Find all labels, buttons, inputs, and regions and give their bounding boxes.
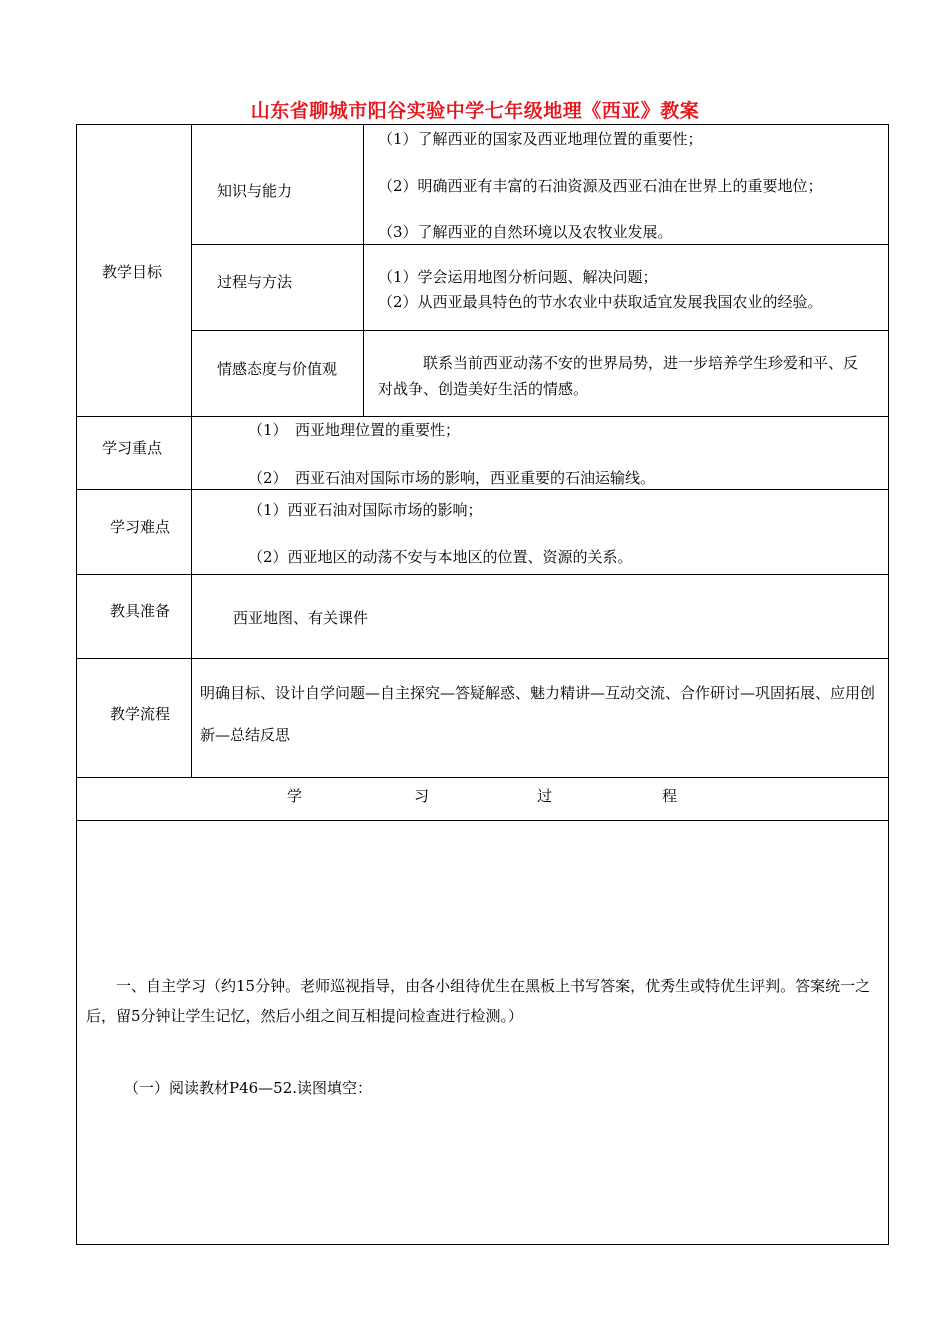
table-border-top [76, 124, 889, 125]
difficult-points-label: 学习难点 [110, 518, 171, 536]
row-divider [76, 489, 889, 490]
row-divider [76, 416, 889, 417]
page-title: 山东省聊城市阳谷实验中学七年级地理《西亚》教案 [250, 100, 700, 122]
knowledge-label: 知识与能力 [217, 182, 293, 200]
process-header-char: 学 [287, 787, 303, 805]
knowledge-item: （2）明确西亚有丰富的石油资源及西亚石油在世界上的重要地位； [378, 177, 823, 195]
row-divider [191, 244, 889, 245]
process-label: 过程与方法 [217, 273, 293, 291]
emotion-label: 情感态度与价值观 [217, 360, 338, 378]
column-divider [191, 124, 192, 778]
row-divider [76, 820, 889, 821]
column-divider [363, 124, 364, 417]
table-border-bottom [76, 1244, 889, 1245]
row-divider [76, 574, 889, 575]
process-item: （2）从西亚最具特色的节水农业中获取适宜发展我国农业的经验。 [378, 293, 823, 311]
materials-text: 西亚地图、有关课件 [233, 609, 369, 627]
key-point-item: （2） 西亚石油对国际市场的影响，西亚重要的石油运输线。 [248, 469, 656, 487]
knowledge-item: （1）了解西亚的国家及西亚地理位置的重要性； [378, 130, 703, 148]
difficult-point-item: （2）西亚地区的动荡不安与本地区的位置、资源的关系。 [248, 548, 633, 566]
row-divider [76, 777, 889, 778]
process-header-char: 过 [537, 787, 553, 805]
process-header-char: 习 [414, 787, 430, 805]
row-divider [191, 330, 889, 331]
reading-task: （一）阅读教材P46—52.读图填空： [124, 1079, 373, 1097]
flow-text: 明确目标、设计自学问题—自主探究—答疑解惑、魅力精讲—互动交流、合作研讨—巩固拓展、应用创新—总结反思 [200, 684, 876, 744]
flow-label: 教学流程 [110, 705, 171, 723]
self-study-paragraph: 一、自主学习（约15分钟。老师巡视指导，由各小组待优生在黑板上书写答案，优秀生或特优生评判。答案统一之后，留5分钟让学生记忆，然后小组之间互相提问检查进行检测。） [86, 977, 871, 1025]
process-header-char: 程 [662, 787, 678, 805]
knowledge-item: （3）了解西亚的自然环境以及农牧业发展。 [378, 223, 673, 241]
objectives-label: 教学目标 [102, 263, 163, 281]
difficult-point-item: （1）西亚石油对国际市场的影响； [248, 501, 483, 519]
emotion-text: 联系当前西亚动荡不安的世界局势，进一步培养学生珍爱和平、反对战争、创造美好生活的情感。 [378, 354, 859, 398]
materials-label: 教具准备 [110, 602, 171, 620]
row-divider [76, 658, 889, 659]
key-point-item: （1） 西亚地理位置的重要性； [248, 421, 461, 439]
process-item: （1）学会运用地图分析问题、解决问题； [378, 268, 658, 286]
table-border-left [76, 124, 77, 1245]
key-points-label: 学习重点 [102, 439, 163, 457]
table-border-right [888, 124, 889, 1245]
